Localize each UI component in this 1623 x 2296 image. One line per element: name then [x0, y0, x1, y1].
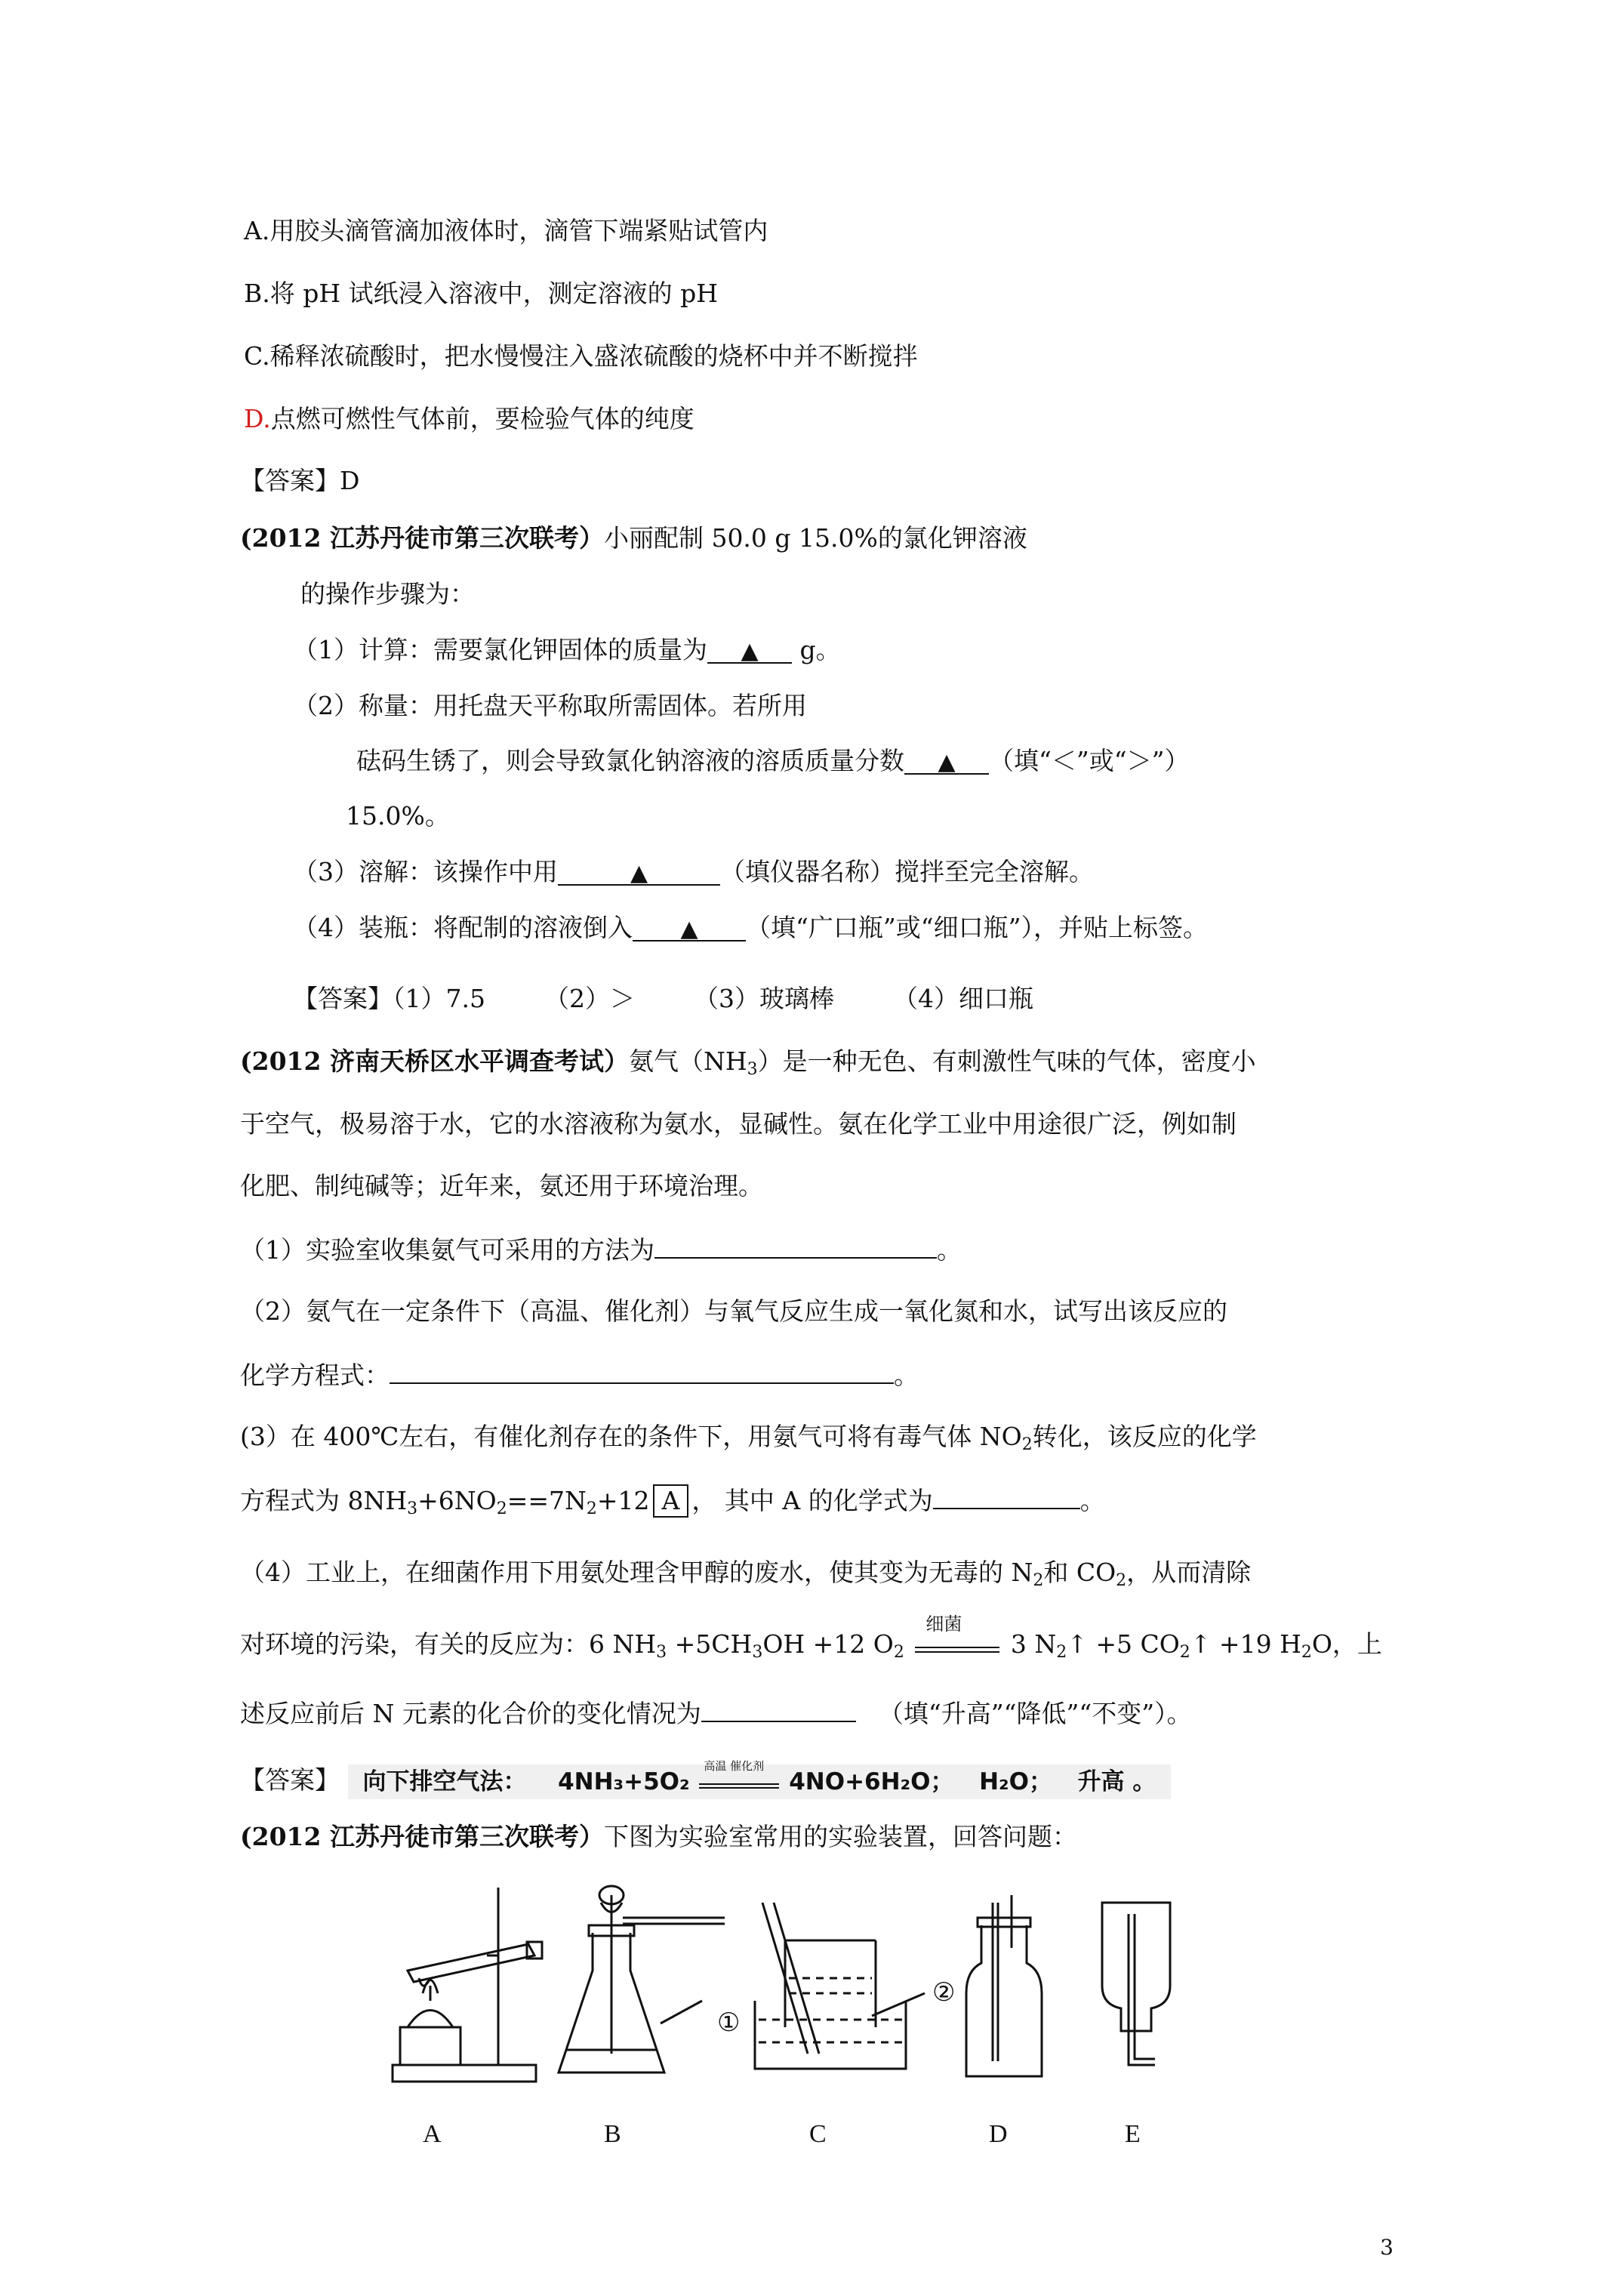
q2-source: (2012 江苏丹徒市第三次联考） — [240, 523, 604, 553]
apparatus-b-icon — [559, 1886, 725, 2073]
blank-triangle-icon: ▲ — [741, 638, 759, 664]
q2-intro: 小丽配制 50.0 g 15.0%的氯化钾溶液 — [603, 523, 1027, 553]
q3-step-2b: 化学方程式： 。 — [240, 1357, 919, 1393]
q3-answer-image: 向下排空气法： 4NH₃+5O₂ 高温 催化剂 4NO+6H₂O； H₂O； 升高 。 — [348, 1764, 1172, 1799]
apparatus-figure — [377, 1880, 1193, 2106]
q3-line-3: 化肥、制纯碱等；近年来，氨还用于环境治理。 — [240, 1171, 763, 1200]
blank-triangle-icon: ▲ — [938, 749, 956, 775]
label-b: B — [604, 2120, 621, 2148]
mark-2: ② — [932, 1977, 956, 2008]
option-d-letter: D. — [244, 404, 271, 433]
option-c: C.稀释浓硫酸时，把水慢慢注入盛浓硫酸的烧杯中并不断搅拌 — [244, 341, 918, 371]
mark-1: ① — [717, 2008, 741, 2038]
q2-step-2c: 15.0%。 — [346, 801, 450, 831]
q3-step-2a: （2）氨气在一定条件下（高温、催化剂）与氧气反应生成一氧化氮和水，试写出该反应的 — [240, 1296, 1227, 1326]
blank-triangle-icon: ▲ — [680, 916, 698, 942]
label-d: D — [989, 2120, 1008, 2148]
q2-first-line — [240, 521, 1027, 556]
q3-step-3b: 方程式为 $8NH_3+6NO_2==7N_2+12$ A ， 其中 A 的化学式为 。 — [240, 1482, 1105, 1527]
apparatus-c-icon — [755, 1903, 925, 2069]
page-number: 3 — [1380, 2235, 1394, 2260]
option-a: A.用胶头滴管滴加液体时，滴管下端紧贴试管内 — [244, 216, 768, 245]
q4-line-1: (2012 江苏丹徒市第三次联考）下图为实验室常用的实验装置，回答问题： — [240, 1822, 1077, 1851]
apparatus-e-icon — [1102, 1903, 1170, 2065]
q3-line-1: (2012 济南天桥区水平调查考试）氨气$(NH_3)$是一种无色、有刺激性气味的气体，密度小 — [240, 1046, 1256, 1079]
q3-line-2: 于空气，极易溶于水，它的水溶液称为氨水，显碱性。氨在化学工业中用途很广泛，例如制 — [240, 1109, 1236, 1139]
apparatus-a-icon — [393, 1888, 542, 2082]
q3-step-3a: (3）在 400℃左右，有催化剂存在的条件下，用氨气可将有毒气体 $NO_2$转化，该反应的化学 — [240, 1422, 1257, 1454]
blank-triangle-icon: ▲ — [630, 860, 648, 886]
q3-step-4a: （4）工业上，在细菌作用下用氨处理含甲醇的废水，使其变为无毒的 $N_2$和 $CO_2$，从而清除 — [240, 1558, 1252, 1590]
q2-step-2b: 砝码生锈了，则会导致氯化钠溶液的溶质质量分数 ▲ （填“＜”或“＞”） — [356, 746, 1190, 775]
label-c: C — [809, 2120, 827, 2148]
option-d — [244, 402, 694, 436]
q2-step-2a: （2）称量：用托盘天平称取所需固体。若所用 — [293, 691, 807, 720]
q3-step-4c: 述反应前后 N 元素的化合价的变化情况为 （填“升高”“降低”“不变”）。 — [240, 1695, 1192, 1731]
reaction-arrow-icon: 细菌 — [925, 1613, 962, 1635]
q3-answer: 【答案】 向下排空气法： 4NH₃+5O₂ 高温 催化剂 4NO+6H₂O； H₂O； 升高 。 — [240, 1763, 1171, 1799]
q2-step-1: （1）计算：需要氯化钾固体的质量为 ▲ g。 — [293, 635, 841, 664]
label-e: E — [1125, 2120, 1141, 2148]
answer-1: 【答案】D — [240, 466, 360, 495]
option-b: B.将 pH 试纸浸入溶液中，测定溶液的 pH — [244, 279, 719, 308]
q2-intro-2: 的操作步骤为： — [300, 579, 475, 609]
q2-step-3: （3）溶解：该操作中用 ▲ （填仪器名称）搅拌至完全溶解。 — [293, 857, 1094, 886]
option-d-text: 点燃可燃性气体前，要检验气体的纯度 — [270, 404, 694, 433]
q3-step-4b: 对环境的污染，有关的反应为：6 $NH_3 +5CH_3OH +12$ $O_2$ 细菌 3 $N_2↑ +5$ $CO_2↑ +19$ $H_2O$，上 — [240, 1613, 1382, 1662]
boxed-a: A — [653, 1484, 689, 1518]
q2-answer: 【答案】（1）7.5 （2）＞ （3）玻璃棒 （4）细口瓶 — [293, 984, 1033, 1013]
q3-step-1: （1）实验室收集氨气可采用的方法为 。 — [240, 1231, 962, 1268]
q2-step-4: （4）装瓶：将配制的溶液倒入 ▲ （填“广口瓶”或“细口瓶”），并贴上标签。 — [293, 913, 1208, 942]
label-a: A — [423, 2120, 442, 2148]
apparatus-d-icon — [966, 1895, 1042, 2076]
